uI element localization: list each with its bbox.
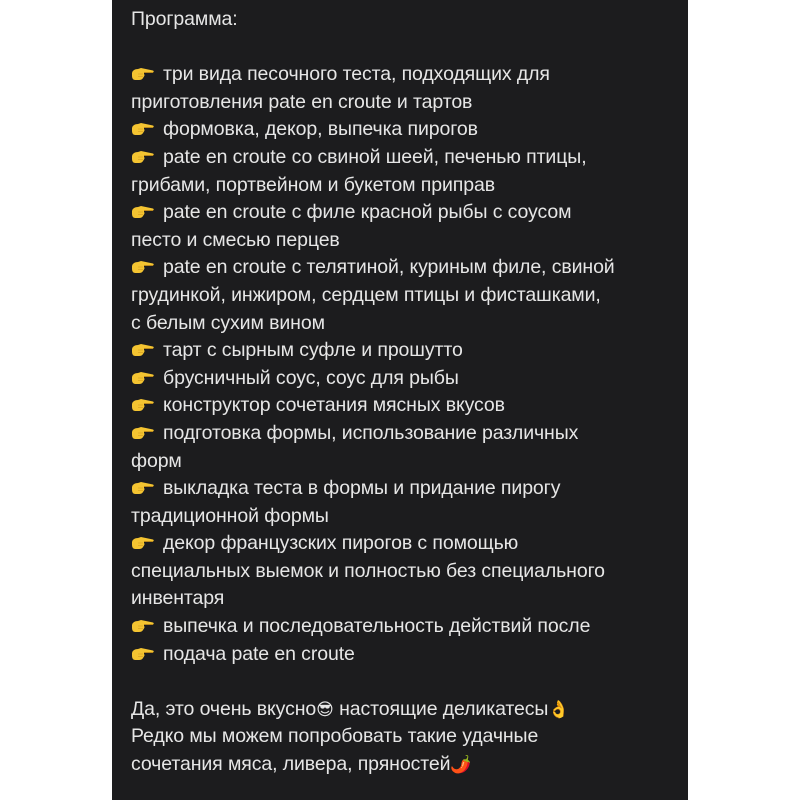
program-item-line <box>131 475 680 503</box>
program-item-text: pate en croute с телятиной, куриным филе, свиной <box>163 256 615 279</box>
program-item <box>131 61 680 116</box>
program-item <box>131 392 680 420</box>
program-item <box>131 420 680 475</box>
program-item-text: тарт с сырным суфле и прошутто <box>163 339 463 362</box>
spacer <box>131 668 680 696</box>
program-item-text: подача pate en croute <box>163 642 355 665</box>
program-item-line <box>131 641 680 669</box>
program-item <box>131 144 680 199</box>
program-item-line <box>131 337 680 365</box>
closing-line-3 <box>131 751 680 779</box>
program-item-line <box>131 227 680 255</box>
program-item <box>131 641 680 669</box>
closing-text-2: настоящие деликатесы <box>333 697 549 720</box>
pointing-right-emoji-icon <box>131 646 155 662</box>
pointing-right-emoji-icon <box>131 66 155 82</box>
program-item-text: традиционной формы <box>131 504 329 527</box>
pointing-right-emoji-icon <box>131 618 155 634</box>
program-item-line <box>131 199 680 227</box>
program-item <box>131 613 680 641</box>
program-item-line <box>131 613 680 641</box>
program-item-line <box>131 89 680 117</box>
pointing-right-emoji-icon <box>131 535 155 551</box>
pointing-right-emoji-icon <box>131 259 155 275</box>
hot-pepper-emoji-icon: 🌶️ <box>450 755 472 775</box>
program-item-text: подготовка формы, использование различных <box>163 421 579 444</box>
program-item <box>131 337 680 365</box>
closing-text-1: Да, это очень вкусно <box>131 697 317 720</box>
program-item <box>131 254 680 337</box>
program-item-line <box>131 503 680 531</box>
program-item <box>131 530 680 613</box>
program-item-line <box>131 172 680 200</box>
program-item-text: три вида песочного теста, подходящих для <box>163 63 550 86</box>
program-item-text: с белым сухим вином <box>131 311 325 334</box>
program-item-text: грибами, портвейном и букетом приправ <box>131 173 495 196</box>
program-item-line <box>131 392 680 420</box>
program-item-text: брусничный соус, соус для рыбы <box>163 366 459 389</box>
program-item-line <box>131 254 680 282</box>
message-panel <box>112 0 688 800</box>
closing-line-1 <box>131 696 680 724</box>
program-item <box>131 199 680 254</box>
program-item-line <box>131 310 680 338</box>
pointing-right-emoji-icon <box>131 370 155 386</box>
program-item-text: pate en croute со свиной шеей, печенью птицы, <box>163 145 587 168</box>
pointing-right-emoji-icon <box>131 425 155 441</box>
program-item-text: специальных выемок и полностью без специального <box>131 559 605 582</box>
program-list <box>131 61 680 668</box>
program-item-text: декор французских пирогов с помощью <box>163 532 519 555</box>
program-item-line <box>131 558 680 586</box>
program-item-line <box>131 282 680 310</box>
program-item-line <box>131 448 680 476</box>
program-item-text: выкладка теста в формы и придание пирогу <box>163 477 561 500</box>
pointing-right-emoji-icon <box>131 149 155 165</box>
pointing-right-emoji-icon <box>131 480 155 496</box>
program-item-line <box>131 365 680 393</box>
program-item-text: инвентаря <box>131 587 225 610</box>
program-item-text: приготовления pate en croute и тартов <box>131 90 473 113</box>
program-item-line <box>131 530 680 558</box>
program-item <box>131 365 680 393</box>
program-item <box>131 475 680 530</box>
program-item-text: грудинкой, инжиром, сердцем птицы и фисташками, <box>131 283 601 306</box>
pointing-right-emoji-icon <box>131 397 155 413</box>
pointing-right-emoji-icon <box>131 342 155 358</box>
program-item-line <box>131 585 680 613</box>
program-item-text: pate en croute с филе красной рыбы с соусом <box>163 201 572 224</box>
closing-line-2: Редко мы можем попробовать такие удачные <box>131 725 539 748</box>
pointing-right-emoji-icon <box>131 121 155 137</box>
program-title: Программа: <box>131 8 238 30</box>
sunglasses-emoji-icon: 😎 <box>316 699 334 719</box>
program-item-text: выпечка и последовательность действий после <box>163 615 591 638</box>
program-item-text: формовка, декор, выпечка пирогов <box>163 118 478 141</box>
program-item-text: песто и смесью перцев <box>131 228 340 251</box>
closing-text-3: сочетания мяса, ливера, пряностей <box>131 753 451 776</box>
program-item-line <box>131 61 680 89</box>
program-item-text: форм <box>131 449 182 472</box>
program-item-line <box>131 116 680 144</box>
pointing-right-emoji-icon <box>131 204 155 220</box>
program-item-line <box>131 144 680 172</box>
program-item-text: конструктор сочетания мясных вкусов <box>163 394 505 417</box>
message-body <box>131 6 680 779</box>
program-item <box>131 116 680 144</box>
spacer <box>131 34 680 62</box>
ok-hand-emoji-icon: 👌 <box>548 699 570 719</box>
program-item-line <box>131 420 680 448</box>
